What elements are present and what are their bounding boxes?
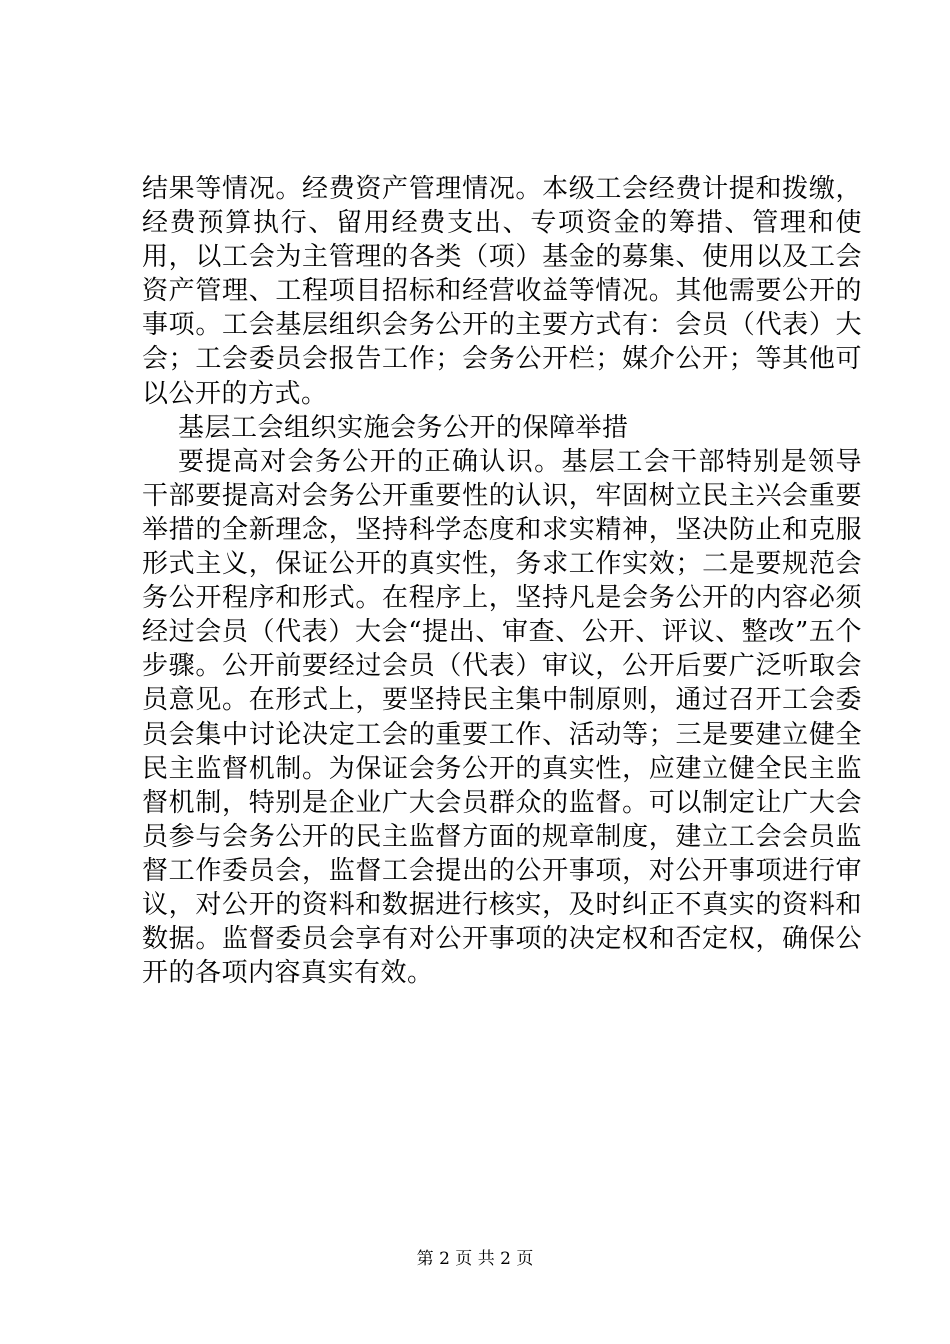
document-body: [142, 172, 862, 990]
page-number-footer: 第 2 页 共 2 页: [416, 1249, 534, 1269]
paragraph-disclosure-items: 结果等情况。经费资产管理情况。本级工会经费计提和拨缴，经费预算执行、留用经费支出、专项资金的筹措、管理和使用，以工会为主管理的各类（项）基金的募集、使用以及工会资产管理、工程项目招标和经营收益等情况。其他需要公开的事项。工会基层组织会务公开的主要方式有：会员（代表）大会；工会委员会报告工作；会务公开栏；媒介公开；等其他可以公开的方式。: [142, 174, 862, 409]
section-heading: 基层工会组织实施会务公开的保障举措: [178, 412, 629, 443]
paragraph-guarantee-measures: 要提高对会务公开的正确认识。基层工会干部特别是领导干部要提高对会务公开重要性的认识，牢固树立民主兴会重要举措的全新理念，坚持科学态度和求实精神，坚决防止和克服形式主义，保证公开的真实性，务求工作实效；二是要规范会务公开程序和形式。在程序上，坚持凡是会务公开的内容必须经过会员（代表）大会“提出、审查、公开、评议、整改”五个步骤。公开前要经过会员（代表）审议，公开后要广泛听取会员意见。在形式上，要坚持民主集中制原则，通过召开工会委员会集中讨论决定工会的重要工作、活动等；三是要建立健全民主监督机制。为保证会务公开的真实性，应建立健全民主监督机制，特别是企业广大会员群众的监督。可以制定让广大会员参与会务公开的民主监督方面的规章制度，建立工会会员监督工作委员会，监督工会提出的公开事项，对公开事项进行审议，对公开的资料和数据进行核实，及时纠正不真实的资料和数据。监督委员会享有对公开事项的决定权和否定权，确保公开的各项内容真实有效。: [142, 446, 862, 989]
